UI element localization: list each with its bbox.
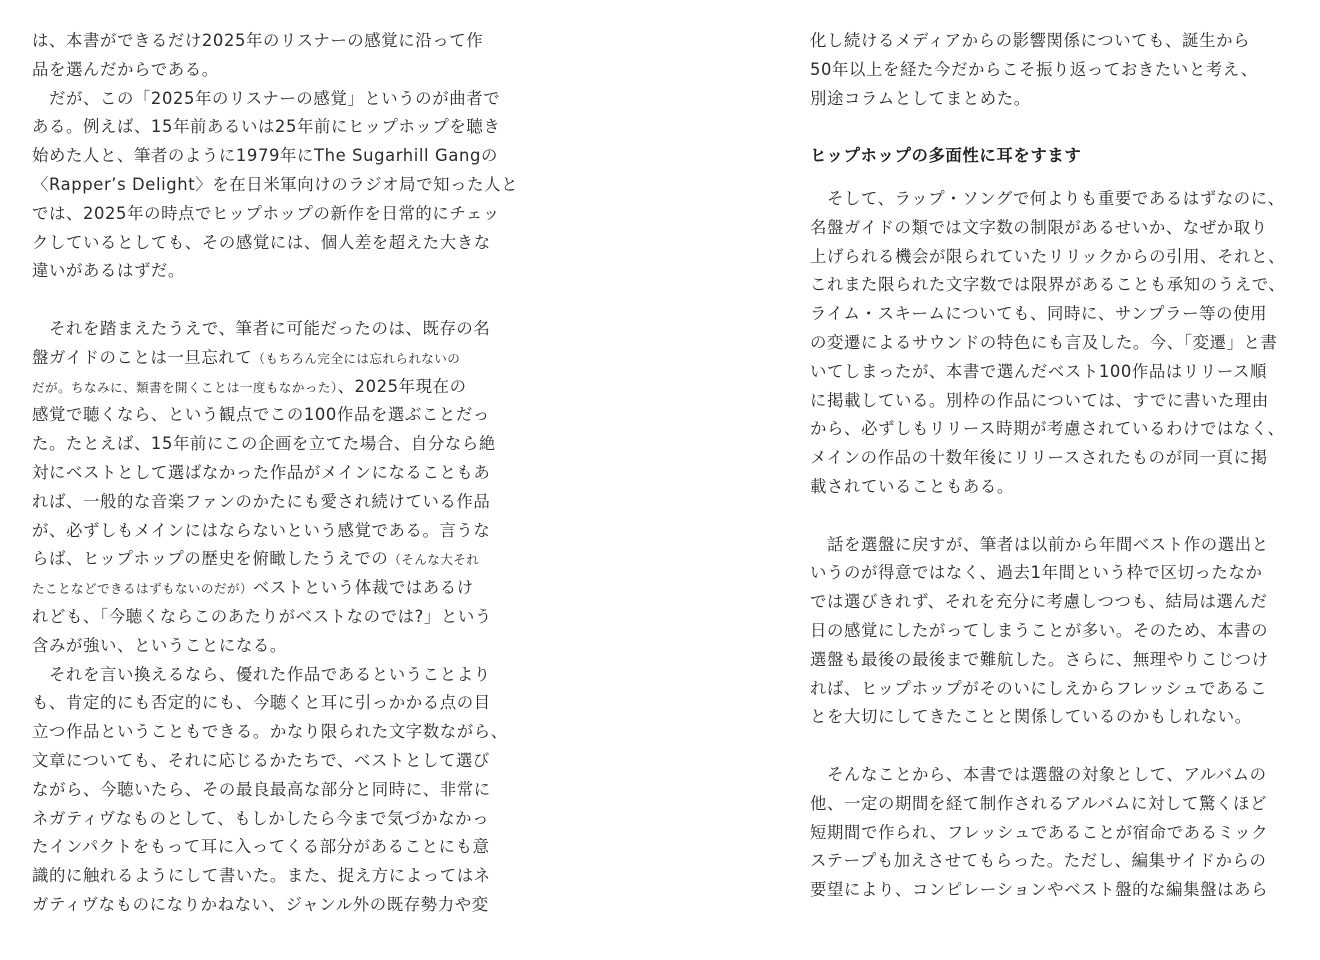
text-line: では、2025年の時点でヒップホップの新作を日常的にチェッ [32, 203, 500, 223]
text-line: 含みが強い、ということになる。 [32, 635, 287, 655]
text-line: た。たとえば、15年前にこの企画を立てた場合、自分なら絶 [32, 434, 496, 454]
text-line: れども、「今聴くならこのあたりがベストなのでは?」という [32, 606, 492, 626]
paragraph-gap [810, 502, 1300, 531]
text-line: ながら、今聴いたら、その最良最高な部分と同時に、非常に [32, 779, 491, 799]
text-segment: らば、ヒップホップの歴史を俯瞰したうえでの [32, 549, 389, 569]
text-line: ネガティヴなものとして、もしかしたら今まで気づかなかっ [32, 808, 490, 828]
text-segment: ベストという体裁ではあるけ [252, 578, 474, 598]
section-heading: ヒップホップの多面性に耳をすます [810, 146, 1082, 166]
text-line: は、本書ができるだけ2025年のリスナーの感覚に沿って作 [32, 31, 484, 50]
text-line: たインパクトをもって耳に入ってくる部分があることにも意 [32, 837, 490, 857]
text-line: ある。例えば、15年前あるいは25年前にヒップホップを聴き [32, 117, 501, 137]
right-page [810, 27, 1300, 905]
text-line: 日の感覚にしたがってしまうことが多い。そのため、本書の [810, 620, 1269, 640]
text-line: 感覚で聴くなら、という観点でこの100作品を選ぶことだっ [32, 405, 490, 425]
text-segment: 、2025年現在の [337, 376, 467, 396]
text-line: が、必ずしもメインにはならないという感覚である。言うな [32, 520, 491, 540]
text-line: メインの作品の十数年後にリリースされたものが同一頁に掲 [810, 448, 1268, 468]
text-line: クしているとしても、その感覚には、個人差を超えた大きな [32, 232, 491, 252]
paragraph-gap [32, 286, 512, 315]
text-line: これまた限られた文字数では限界があることも承知のうえで、 [810, 275, 1286, 295]
text-line: 立つ作品ということもできる。かなり限られた文字数ながら、 [32, 722, 508, 742]
text-line: いてしまったが、本書で選んだベスト100作品はリリース順 [810, 361, 1268, 381]
text-line: も、肯定的にも否定的にも、今聴くと耳に引っかかる点の目 [32, 693, 491, 713]
aside-note: たことなどできるはずもないのだが） [32, 581, 253, 597]
text-line: 載されていることもある。 [810, 476, 1014, 496]
text-line: 識的に触れるようにして書いた。また、捉え方によってはネ [32, 866, 491, 886]
aside-note: （もちろん完全には忘れられないの [252, 350, 461, 366]
text-line: 文章についても、それに応じるかたちで、ベストとして選び [32, 750, 490, 770]
text-line [32, 344, 512, 373]
text-line: いうのが得意ではなく、過去1年間という枠で区切ったなか [810, 563, 1263, 583]
text-line: 上げられる機会が限られていたリリックからの引用、それと、 [810, 246, 1286, 266]
left-page [32, 27, 519, 920]
text-line [32, 373, 512, 402]
text-line: だが、この「2025年のリスナーの感覚」というのが曲者で [32, 88, 501, 108]
text-line: から、必ずしもリリース時期が考慮されているわけではなく、 [810, 419, 1285, 439]
text-line: 50年以上を経た今だからこそ振り返っておきたいと考え、 [810, 59, 1258, 79]
paragraph-gap [810, 732, 1300, 761]
text-line: 他、一定の期間を経て制作されるアルバムに対して驚くほど [810, 793, 1267, 813]
text-line: れば、一般的な音楽ファンのかたにも愛され続けている作品 [32, 491, 491, 511]
text-line: の変遷によるサウンドの特色にも言及した。今、「変遷」と書 [810, 332, 1278, 352]
text-line: 違いがあるはずだ。 [32, 261, 185, 281]
text-line [32, 545, 512, 574]
text-line: れば、ヒップホップがそのいにしえからフレッシュであるこ [810, 678, 1268, 698]
aside-note: だが。ちなみに、類書を開くことは一度もなかった） [32, 379, 338, 395]
text-line: そして、ラップ・ソングで何よりも重要であるはずなのに、 [810, 188, 1285, 208]
text-line: では選びきれず、それを充分に考慮しつつも、結局は選んだ [810, 592, 1268, 612]
text-line: ライム・スキームについても、同時に、サンプラー等の使用 [810, 304, 1268, 324]
text-line: 名盤ガイドの類では文字数の制限があるせいか、なぜか取り [810, 217, 1268, 237]
text-line: 〈Rapper’s Delight〉を在日米軍向けのラジオ局で知った人と [32, 174, 519, 194]
text-line: ステープも加えさせてもらった。ただし、編集サイドからの [810, 851, 1267, 871]
text-segment: 盤ガイドのことは一旦忘れて [32, 347, 253, 367]
text-line: 短期間で作られ、フレッシュであることが宿命であるミック [810, 822, 1269, 842]
text-line: 話を選盤に戻すが、筆者は以前から年間ベスト作の選出と [810, 534, 1269, 554]
text-line: 化し続けるメディアからの影響関係についても、誕生から [810, 31, 1251, 50]
text-line: とを大切にしてきたことと関係しているのかもしれない。 [810, 707, 1252, 727]
text-line: 要望により、コンピレーションやベスト盤的な編集盤はあら [810, 880, 1269, 900]
text-line: 別途コラムとしてまとめた。 [810, 88, 1031, 108]
text-line: それを踏まえたうえで、筆者に可能だったのは、既存の名 [32, 318, 491, 338]
paragraph-gap [810, 113, 1300, 142]
text-line: そんなことから、本書では選盤の対象として、アルバムの [810, 764, 1267, 784]
text-line: 品を選んだからである。 [32, 59, 219, 79]
text-line: それを言い換えるなら、優れた作品であるということより [32, 664, 491, 684]
text-line: 選盤も最後の最後まで難航した。さらに、無理やりこじつけ [810, 649, 1269, 669]
text-line: 始めた人と、筆者のように1979年にThe Sugarhill Gangの [32, 146, 498, 166]
text-line: に掲載している。別枠の作品については、すでに書いた理由 [810, 390, 1269, 410]
text-line [32, 574, 512, 603]
text-line: ガティヴなものになりかねない、ジャンル外の既存勢力や変 [32, 894, 489, 914]
aside-note: （そんな大それ [388, 552, 480, 568]
text-line: 対にベストとして選ばなかった作品がメインになることもあ [32, 462, 491, 482]
